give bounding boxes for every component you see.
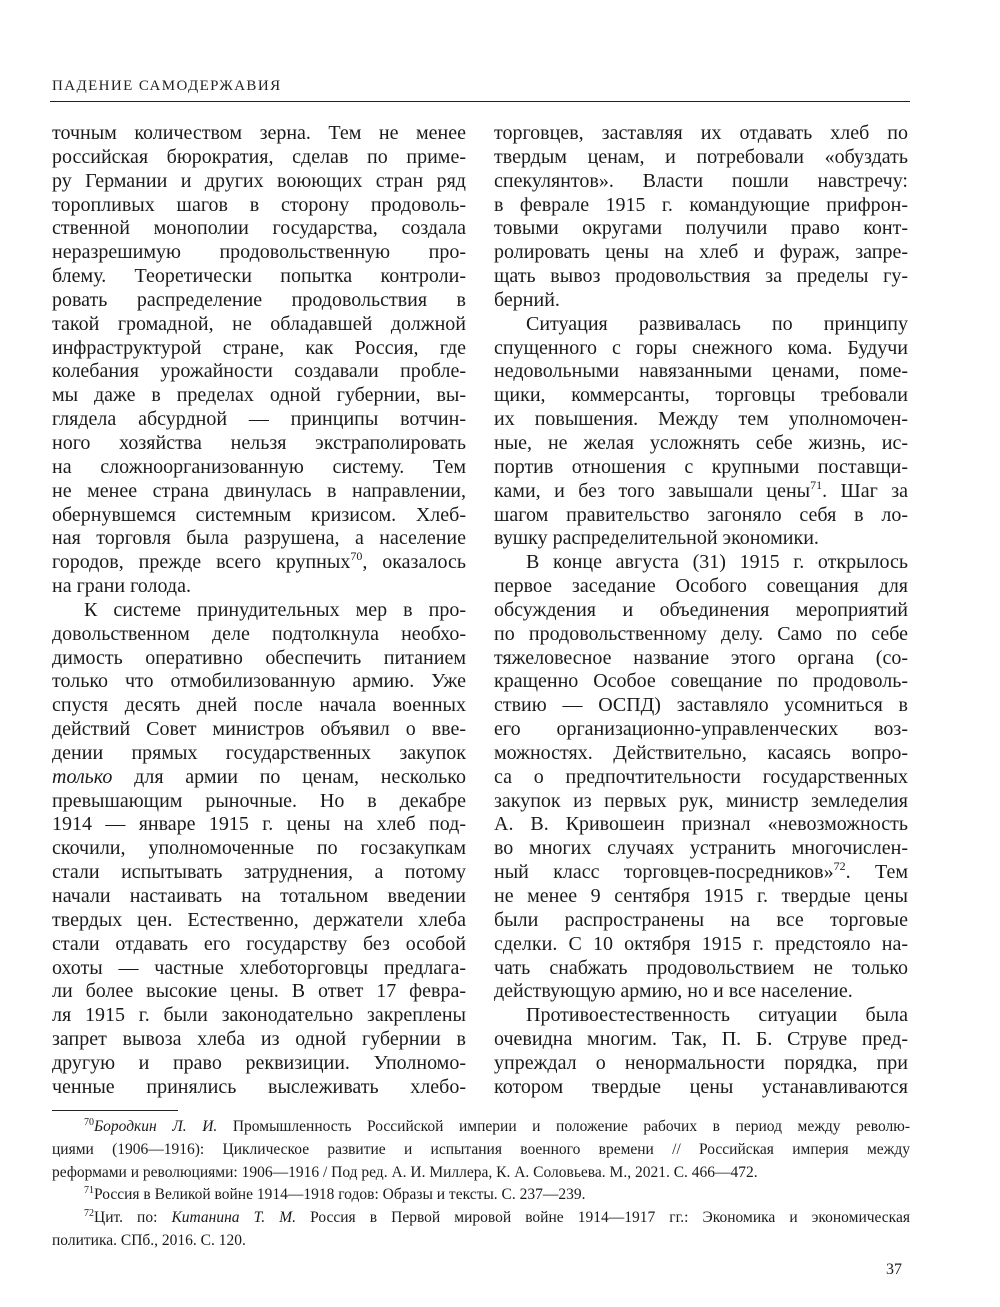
line-text: действующую армию, но и все население. bbox=[494, 980, 853, 1003]
line-text: сделки. С 10 октября 1915 г. предстояло на- bbox=[494, 932, 908, 955]
left-column-line bbox=[52, 742, 466, 766]
right-column-line bbox=[494, 313, 908, 337]
right-column-line bbox=[494, 861, 908, 885]
line-text: их повышения. Между тем уполномочен- bbox=[494, 408, 908, 431]
line-text: запрет вывоза хлеба из одной губернии в bbox=[52, 1028, 466, 1051]
left-column-line bbox=[52, 217, 466, 241]
line-text: неразрешимую продовольственную про- bbox=[52, 241, 466, 264]
line-text: ствию — ОСПД) заставляло усомниться в bbox=[494, 694, 908, 717]
line-text: спущенного с горы снежного кома. Будучи bbox=[494, 336, 908, 359]
left-column-line bbox=[52, 647, 466, 671]
right-column-line bbox=[494, 694, 908, 718]
right-column-line bbox=[494, 122, 908, 146]
line-text: са о предпочтительности государственных bbox=[494, 765, 908, 788]
right-column-line bbox=[494, 742, 908, 766]
line-text: первое заседание Особого совещания для bbox=[494, 575, 908, 598]
right-column-line bbox=[494, 504, 908, 528]
right-column-line bbox=[494, 265, 908, 289]
line-text: только что отмобилизованную армию. Уже bbox=[52, 670, 466, 693]
footnote-ref: 70 bbox=[350, 549, 363, 564]
left-column-line bbox=[52, 551, 466, 575]
left-column-line bbox=[52, 1004, 466, 1028]
left-column-line bbox=[52, 480, 466, 504]
line-text: берний. bbox=[494, 288, 560, 311]
left-column-line bbox=[52, 813, 466, 837]
line-text: его организационно-управленческих воз- bbox=[494, 718, 908, 741]
line-text: вушку распределительной экономики. bbox=[494, 527, 819, 550]
left-column-line bbox=[52, 957, 466, 981]
left-column-line bbox=[52, 241, 466, 265]
right-column-line bbox=[494, 718, 908, 742]
line-text: ного хозяйства нельзя экстраполировать bbox=[52, 431, 466, 454]
line-text: начали настаивать на тотальном введении bbox=[52, 885, 466, 907]
right-column-line bbox=[494, 790, 908, 814]
line-text: закупок из первых рук, министр земледелия bbox=[494, 789, 908, 812]
right-column-line bbox=[494, 408, 908, 432]
line-text: охоты — частные хлеботорговцы предлага- bbox=[52, 956, 466, 979]
line-text: на грани голода. bbox=[52, 575, 191, 598]
line-text: 1914 — январе 1915 г. цены на хлеб под- bbox=[52, 813, 466, 836]
line-text: для армии по ценам, несколько bbox=[112, 765, 466, 788]
emphasis-text: только bbox=[52, 765, 113, 788]
line-text: твердых цен. Естественно, держатели хлеба bbox=[52, 908, 466, 931]
line-text: В конце августа (31) 1915 г. открылось bbox=[526, 551, 908, 574]
right-column-line bbox=[494, 477, 908, 504]
line-text: твердым ценам, и потребовали «обуздать bbox=[494, 145, 908, 168]
line-text: на сложноорганизованную систему. Тем bbox=[52, 455, 466, 478]
line-text: ру Германии и других воюющих стран ряд bbox=[52, 169, 466, 192]
line-text: ченные принялись выслеживать хлебо- bbox=[52, 1075, 466, 1098]
line-text: ля 1915 г. были законодательно закреплены bbox=[52, 1004, 466, 1027]
footnote-line bbox=[52, 1230, 910, 1253]
page-number: 37 bbox=[886, 1261, 902, 1278]
left-column-line bbox=[52, 146, 466, 170]
line-text: тяжеловесное название этого органа (со- bbox=[494, 646, 908, 669]
line-text: блему. Теоретически попытка контроли- bbox=[52, 265, 466, 288]
right-column-line bbox=[494, 885, 908, 909]
left-column-line bbox=[52, 980, 466, 1004]
left-column-line bbox=[52, 170, 466, 194]
left-column-line bbox=[52, 337, 466, 361]
line-text: ли более высокие цены. В ответ 17 февра- bbox=[52, 980, 466, 1003]
left-column-line bbox=[52, 623, 466, 647]
right-column-line bbox=[494, 1052, 908, 1076]
line-text: торговцев, заставляя их отдавать хлеб по bbox=[494, 122, 908, 144]
line-text: точным количеством зерна. Тем не менее bbox=[52, 122, 466, 144]
footnote-ref: 71 bbox=[810, 477, 823, 492]
left-column-line bbox=[52, 933, 466, 957]
footnote-text: Промышленность Российской империи и положение рабочих в период между револю- bbox=[217, 1118, 910, 1135]
left-column-line bbox=[52, 194, 466, 218]
left-column-line bbox=[52, 575, 466, 599]
line-text: щать вывоз продовольствия за пределы гу- bbox=[494, 265, 908, 288]
line-text: упреждал о ненормальности порядка, при bbox=[494, 1051, 908, 1074]
line-text: стали отдавать его государству без особой bbox=[52, 932, 466, 955]
line-text: другую и право реквизиции. Уполномо- bbox=[52, 1051, 466, 1074]
line-text: глядела абсурдной — принципы вотчин- bbox=[52, 408, 466, 431]
right-column-line bbox=[494, 623, 908, 647]
left-column-line bbox=[52, 885, 466, 909]
line-text: ками, и без того завышали цены bbox=[494, 479, 811, 502]
line-text: недовольными навязанными ценами, поме- bbox=[494, 360, 908, 383]
right-column-line bbox=[494, 360, 908, 384]
line-text: были распространены на все торговые bbox=[494, 908, 908, 931]
line-text: котором твердые цены устанавливаются bbox=[494, 1075, 908, 1098]
line-text: К системе принудительных мер в про- bbox=[84, 598, 466, 621]
footnote-number: 72 bbox=[84, 1208, 94, 1220]
left-column-line bbox=[52, 790, 466, 814]
header-rule bbox=[50, 101, 910, 102]
footnote-text: Россия в Первой мировой войне 1914—1917 гг.: Экономика и экономическая bbox=[296, 1209, 910, 1227]
right-column-line bbox=[494, 837, 908, 861]
right-column-line bbox=[494, 980, 908, 1004]
line-text: . Шаг за bbox=[822, 479, 908, 502]
line-text: товыми округами получили право конт- bbox=[494, 217, 908, 240]
line-text: ролировать цены на хлеб и фураж, запре- bbox=[494, 241, 908, 264]
right-column-line bbox=[494, 670, 908, 694]
footnote-text: реформами и революциями: 1906—1916 / Под ред. А. И. Миллера, К. А. Соловьева. М., 2021. С. 466—472. bbox=[52, 1163, 758, 1181]
line-text: . Тем bbox=[845, 861, 908, 884]
line-text: довольственном деле подтолкнула необхо- bbox=[52, 622, 466, 645]
right-column-line bbox=[494, 241, 908, 265]
right-column-line bbox=[494, 575, 908, 599]
right-column-line bbox=[494, 146, 908, 170]
line-text: ственной монополии государства, создала bbox=[52, 217, 466, 240]
right-column-line bbox=[494, 527, 908, 551]
right-column-line bbox=[494, 957, 908, 981]
line-text: действий Совет министров объявил о вве- bbox=[52, 718, 466, 741]
line-text: чать снабжать продовольствием не только bbox=[494, 956, 908, 979]
left-column-line bbox=[52, 384, 466, 408]
left-column-line bbox=[52, 909, 466, 933]
footnote-author: Китанина Т. М. bbox=[171, 1209, 297, 1227]
left-column-line bbox=[52, 527, 466, 551]
left-column-line bbox=[52, 408, 466, 432]
footnote-line bbox=[52, 1116, 910, 1139]
line-text: , оказалось bbox=[362, 551, 466, 574]
right-column-line bbox=[494, 599, 908, 623]
line-text: Ситуация развивалась по принципу bbox=[526, 312, 908, 335]
right-column-line bbox=[494, 337, 908, 361]
line-text: инфраструктурой стране, как Россия, где bbox=[52, 336, 466, 359]
line-text: кращенно Особое совещание по продоволь- bbox=[494, 670, 908, 693]
line-text: торопливых шагов в сторону продоволь- bbox=[52, 193, 466, 216]
footnote-ref: 72 bbox=[833, 859, 846, 874]
line-text: российская бюрократия, сделав по приме- bbox=[52, 145, 466, 168]
right-column-line bbox=[494, 456, 908, 480]
left-column bbox=[52, 122, 466, 1100]
line-text: ная торговля была разрушена, а население bbox=[52, 527, 466, 550]
left-column-line bbox=[52, 766, 466, 790]
line-text: дении прямых государственных закупок bbox=[52, 741, 466, 764]
right-column-line bbox=[494, 170, 908, 194]
line-text: во многих случаях устранить многочислен- bbox=[494, 837, 908, 860]
line-text: Противоестественность ситуации была bbox=[526, 1004, 908, 1027]
left-column-line bbox=[52, 718, 466, 742]
line-text: не менее страна двинулась в направлении, bbox=[52, 479, 466, 502]
right-column-line bbox=[494, 194, 908, 218]
right-column-line bbox=[494, 933, 908, 957]
line-text: мы даже в пределах одной губернии, вы- bbox=[52, 384, 466, 407]
left-column-line bbox=[52, 360, 466, 384]
right-column-line bbox=[494, 1076, 908, 1100]
left-column-line bbox=[52, 837, 466, 861]
line-text: портив отношения с крупными поставщи- bbox=[494, 455, 908, 478]
line-text: не менее 9 сентября 1915 г. твердые цены bbox=[494, 885, 908, 907]
running-head: ПАДЕНИЕ САМОДЕРЖАВИЯ bbox=[52, 78, 282, 94]
line-text: по продовольственному делу. Само по себе bbox=[494, 622, 908, 645]
line-text: очевидна многим. Так, П. Б. Струве пред- bbox=[494, 1028, 908, 1051]
footnote-text: Россия в Великой войне 1914—1918 годов: Образы и тексты. С. 237—239. bbox=[94, 1186, 586, 1204]
footnote-author: Бородкин Л. И. bbox=[94, 1118, 218, 1135]
footnote-text: Цит. по: bbox=[94, 1209, 172, 1227]
footnote-line bbox=[52, 1184, 910, 1207]
left-column-line bbox=[52, 670, 466, 694]
line-text: в феврале 1915 г. командующие прифрон- bbox=[494, 193, 908, 216]
right-column-line bbox=[494, 766, 908, 790]
line-text: шагом правительство загоняло себя в ло- bbox=[494, 503, 908, 526]
line-text: обсуждения и объединения мероприятий bbox=[494, 598, 908, 621]
line-text: спекулянтов». Власти пошли навстречу: bbox=[494, 169, 908, 192]
line-text: ные, не желая усложнять себе жизнь, ис- bbox=[494, 431, 908, 454]
left-column-line bbox=[52, 599, 466, 623]
right-column-line bbox=[494, 217, 908, 241]
left-column-line bbox=[52, 1028, 466, 1052]
left-column-line bbox=[52, 432, 466, 456]
footnotes bbox=[52, 1116, 910, 1253]
line-text: ный класс торговцев-посредников» bbox=[494, 861, 834, 884]
line-text: скочили, уполномоченные по госзакупкам bbox=[52, 837, 466, 860]
line-text: А. В. Кривошеин признал «невозможность bbox=[494, 813, 908, 836]
line-text: димость оперативно обеспечить питанием bbox=[52, 646, 466, 669]
left-column-line bbox=[52, 265, 466, 289]
line-text: такой громадной, не обладавшей должной bbox=[52, 312, 466, 335]
footnote-number: 70 bbox=[84, 1117, 94, 1128]
footnote-line bbox=[52, 1139, 910, 1162]
left-column-line bbox=[52, 289, 466, 313]
right-column-line bbox=[494, 813, 908, 837]
footnote-number: 71 bbox=[84, 1185, 94, 1197]
footnote-line bbox=[52, 1162, 910, 1185]
right-column-line bbox=[494, 289, 908, 313]
line-text: щики, коммерсанты, торговцы требовали bbox=[494, 384, 908, 407]
footnote-line bbox=[52, 1207, 910, 1230]
right-column-line bbox=[494, 647, 908, 671]
right-column-line bbox=[494, 909, 908, 933]
right-column-line bbox=[494, 384, 908, 408]
line-text: стали испытывать затруднения, а потому bbox=[52, 861, 466, 884]
left-column-line bbox=[52, 861, 466, 885]
left-column-line bbox=[52, 694, 466, 718]
line-text: ровать распределение продовольствия в bbox=[52, 288, 466, 311]
line-text: обернувшемся системным кризисом. Хлеб- bbox=[52, 503, 466, 526]
footnote-text: циями (1906—1916): Циклическое развитие и испытания военного времени // Российская империя между bbox=[52, 1140, 910, 1158]
left-column-line bbox=[52, 504, 466, 528]
left-column-line bbox=[52, 456, 466, 480]
line-text: превышающим рыночные. Но в декабре bbox=[52, 789, 466, 812]
right-column-line bbox=[494, 551, 908, 575]
line-text: спустя десять дней после начала военных bbox=[52, 694, 466, 717]
left-column-line bbox=[52, 1052, 466, 1076]
right-column-line bbox=[494, 432, 908, 456]
footnote-text: политика. СПб., 2016. С. 120. bbox=[52, 1231, 246, 1249]
line-text: городов, прежде всего крупных bbox=[52, 551, 351, 574]
right-column bbox=[494, 122, 908, 1100]
left-column-line bbox=[52, 122, 466, 146]
left-column-line bbox=[52, 1076, 466, 1100]
right-column-line bbox=[494, 1004, 908, 1028]
line-text: можностях. Действительно, касаясь вопро- bbox=[494, 741, 908, 764]
line-text: колебания урожайности создавали пробле- bbox=[52, 360, 466, 383]
footnote-rule bbox=[52, 1110, 178, 1111]
right-column-line bbox=[494, 1028, 908, 1052]
left-column-line bbox=[52, 313, 466, 337]
